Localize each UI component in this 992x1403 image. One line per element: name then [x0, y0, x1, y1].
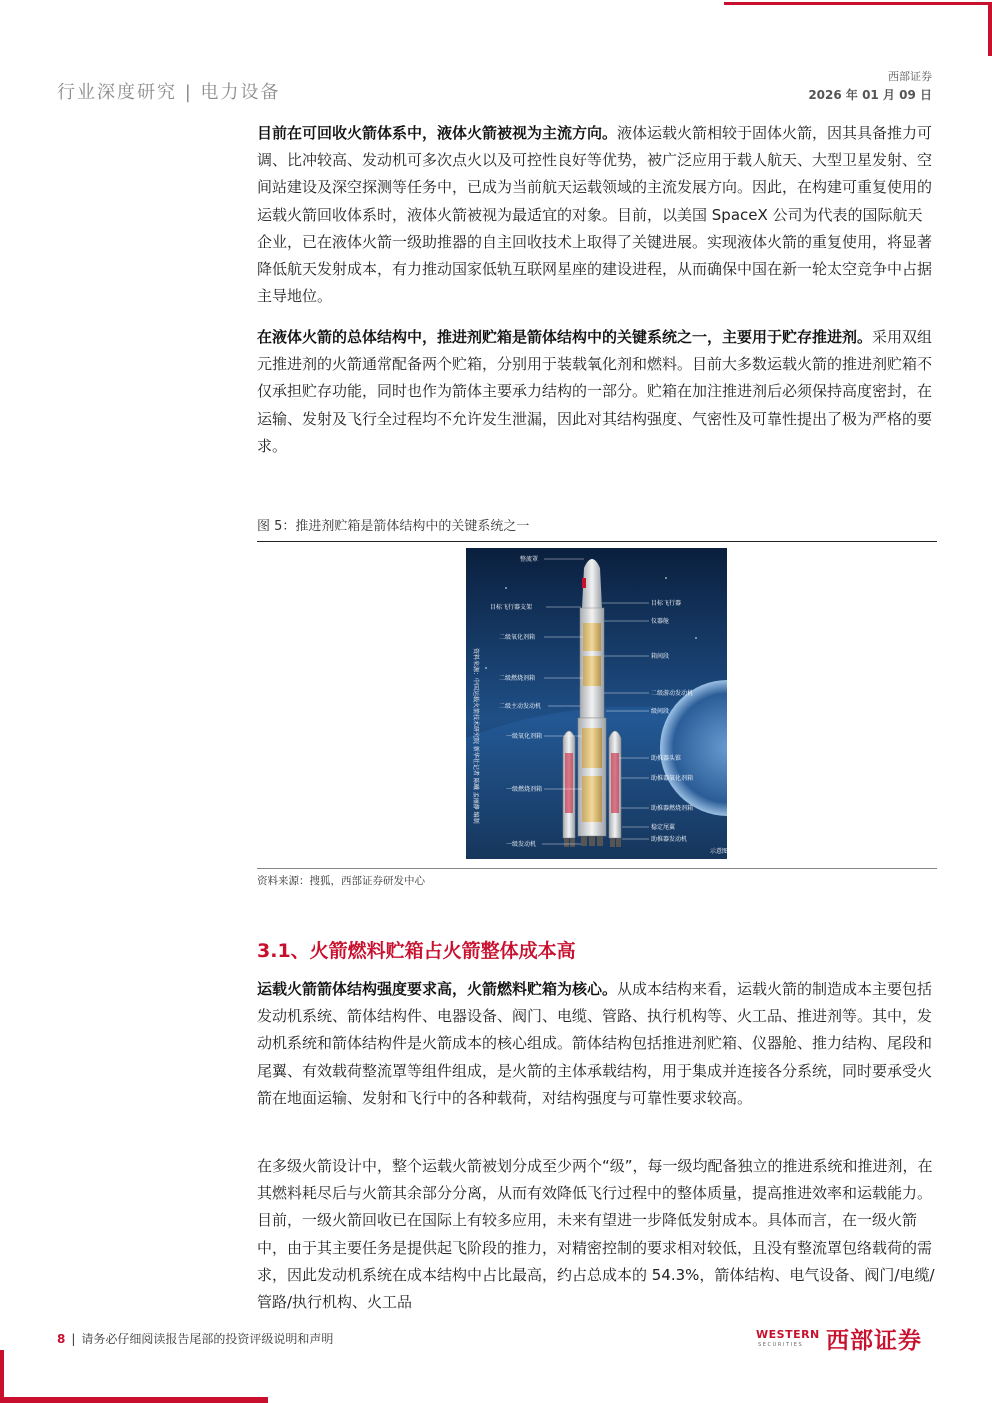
- logo-english-sub: SECURITIES: [758, 1342, 804, 1348]
- bottom-left-corner-frame: [0, 1350, 268, 1403]
- label-inter-tank: 箱间段: [651, 653, 670, 660]
- page-number: 8: [57, 1332, 66, 1346]
- label-stage1-fuel: 一级燃烧剂箱: [506, 786, 543, 793]
- rocket-diagram-image: [466, 548, 727, 859]
- report-category-title: 行业深度研究 | 电力设备: [57, 82, 281, 103]
- label-stage2-vernier: 二级游动发动机: [651, 690, 694, 697]
- header-company: 西部证券: [888, 70, 932, 83]
- logo-english: WESTERN: [756, 1328, 820, 1341]
- label-booster-oxidizer: 助推器氧化剂箱: [651, 775, 694, 782]
- figure-source: 资料来源：搜狐，西部证券研发中心: [257, 875, 425, 887]
- paragraph-3: [257, 976, 937, 1112]
- label-stage2-oxidizer: 二级氧化剂箱: [499, 634, 536, 641]
- top-right-corner-frame: [724, 2, 992, 56]
- label-booster-fuel: 助推器燃烧剂箱: [651, 805, 694, 812]
- figure-bottom-rule: [257, 868, 937, 869]
- header-date: 2026 年 01 月 09 日: [808, 88, 932, 102]
- label-stage2-fuel: 二级燃烧剂箱: [499, 675, 536, 682]
- paragraph-2-body: 采用双组元推进剂的火箭通常配备两个贮箱，分别用于装载氧化剂和燃料。目前大多数运载火箭的推进剂贮箱不仅承担贮存功能，同时也作为箭体主要承力结构的一部分。贮箱在加注推进剂后必须保持高度密封，在运输、发射及飞行全过程均不允许发生泄漏，因此对其结构强度、气密性及可靠性提出了极为严格的要求。: [257, 328, 933, 455]
- paragraph-3-body: 从成本结构来看，运载火箭的制造成本主要包括发动机系统、箭体结构件、电器设备、阀门、电缆、管路、执行机构等、火工品、推进剂等。其中，发动机系统和箭体结构件是火箭成本的核心组成。箭体结构包括推进剂贮箱、仪器舱、推力结构、尾段和尾翼、有效载荷整流罩等组件组成，是火箭的主体承载结构，用于集成并连接各分系统，同时要承受火箭在地面运输、发射和飞行中的各种载荷，对结构强度与可靠性要求较高。: [257, 980, 933, 1107]
- paragraph-2: [257, 324, 937, 460]
- label-instrument-cabin: 仪器舱: [651, 618, 670, 625]
- label-booster-engine: 助推器发动机: [651, 836, 688, 843]
- rocket-structure-figure: [466, 548, 727, 859]
- figure-vertical-credit: 资料来源：中国运载火箭技术研究院 新华社记者 陈曦 孟丽静 编制: [472, 648, 479, 824]
- label-booster-nose: 助推器头锥: [651, 755, 682, 762]
- figure-top-rule: [257, 541, 937, 542]
- section-heading: 3.1、火箭燃料贮箱占火箭整体成本高: [257, 940, 576, 962]
- footer-disclaimer: [57, 1330, 333, 1347]
- footer-disclaimer-text: 请务必仔细阅读报告尾部的投资评级说明和声明: [81, 1332, 334, 1346]
- paragraph-1-lead: 目前在可回收火箭体系中，液体火箭被视为主流方向。: [257, 124, 618, 142]
- figure-title: 图 5：推进剂贮箱是箭体结构中的关键系统之一: [257, 519, 530, 534]
- paragraph-3-lead: 运载火箭箭体结构强度要求高，火箭燃料贮箱为核心。: [257, 980, 618, 998]
- label-stage1-oxidizer: 一级氧化剂箱: [506, 733, 543, 740]
- logo-chinese: 西部证券: [826, 1328, 922, 1354]
- paragraph-4-body: 在多级火箭设计中，整个运载火箭被划分成至少两个“级”，每一级均配备独立的推进系统和推进剂，在其燃料耗尽后与火箭其余部分分离，从而有效降低飞行过程中的整体质量，提高推进效率和运载能力。目前，一级火箭回收已在国际上有较多应用，未来有望进一步降低发射成本。具体而言，在一级火箭中，由于其主要任务是提供起飞阶段的推力，对精密控制的要求相对较低，且没有整流罩包络载荷的需求，因此发动机系统在成本结构中占比最高，约占总成本的 54.3%，箭体结构、电气设备、阀门/电缆/管路/执行机构、火工品: [257, 1157, 935, 1312]
- label-stage1-engine: 一级发动机: [506, 841, 537, 848]
- paragraph-4: [257, 1153, 937, 1316]
- figure-corner-credit: 示意图: [710, 848, 727, 855]
- company-logo: [756, 1322, 936, 1356]
- label-interstage: 级间段: [651, 708, 670, 715]
- label-target-vehicle: 目标飞行器: [651, 600, 682, 607]
- label-target-support: 目标飞行器支架: [490, 604, 533, 611]
- label-stage2-main-engine: 二级主动发动机: [499, 703, 542, 710]
- footer-separator: |: [71, 1332, 76, 1346]
- paragraph-1: [257, 120, 937, 310]
- label-fairing: 整流罩: [520, 556, 539, 563]
- paragraph-2-lead: 在液体火箭的总体结构中，推进剂贮箱是箭体结构中的关键系统之一，主要用于贮存推进剂。: [257, 328, 873, 346]
- paragraph-1-body: 液体运载火箭相较于固体火箭，因其具备推力可调、比冲较高、发动机可多次点火以及可控性良好等优势，被广泛应用于载人航天、大型卫星发射、空间站建设及深空探测等任务中，已成为当前航天运载领域的主流发展方向。因此，在构建可重复使用的运载火箭回收体系时，液体火箭被视为最适宜的对象。目前，以美国 SpaceX 公司为代表的国际航天企业，已在液体火箭一级助推器的自主回收技术上取得了关键进展。实现液体火箭的重复使用，将显著降低航天发射成本，有力推动国家低轨互联网星座的建设进程，从而确保中国在新一轮太空竞争中占据主导地位。: [257, 124, 933, 306]
- label-stabilizer-fin: 稳定尾翼: [651, 824, 676, 831]
